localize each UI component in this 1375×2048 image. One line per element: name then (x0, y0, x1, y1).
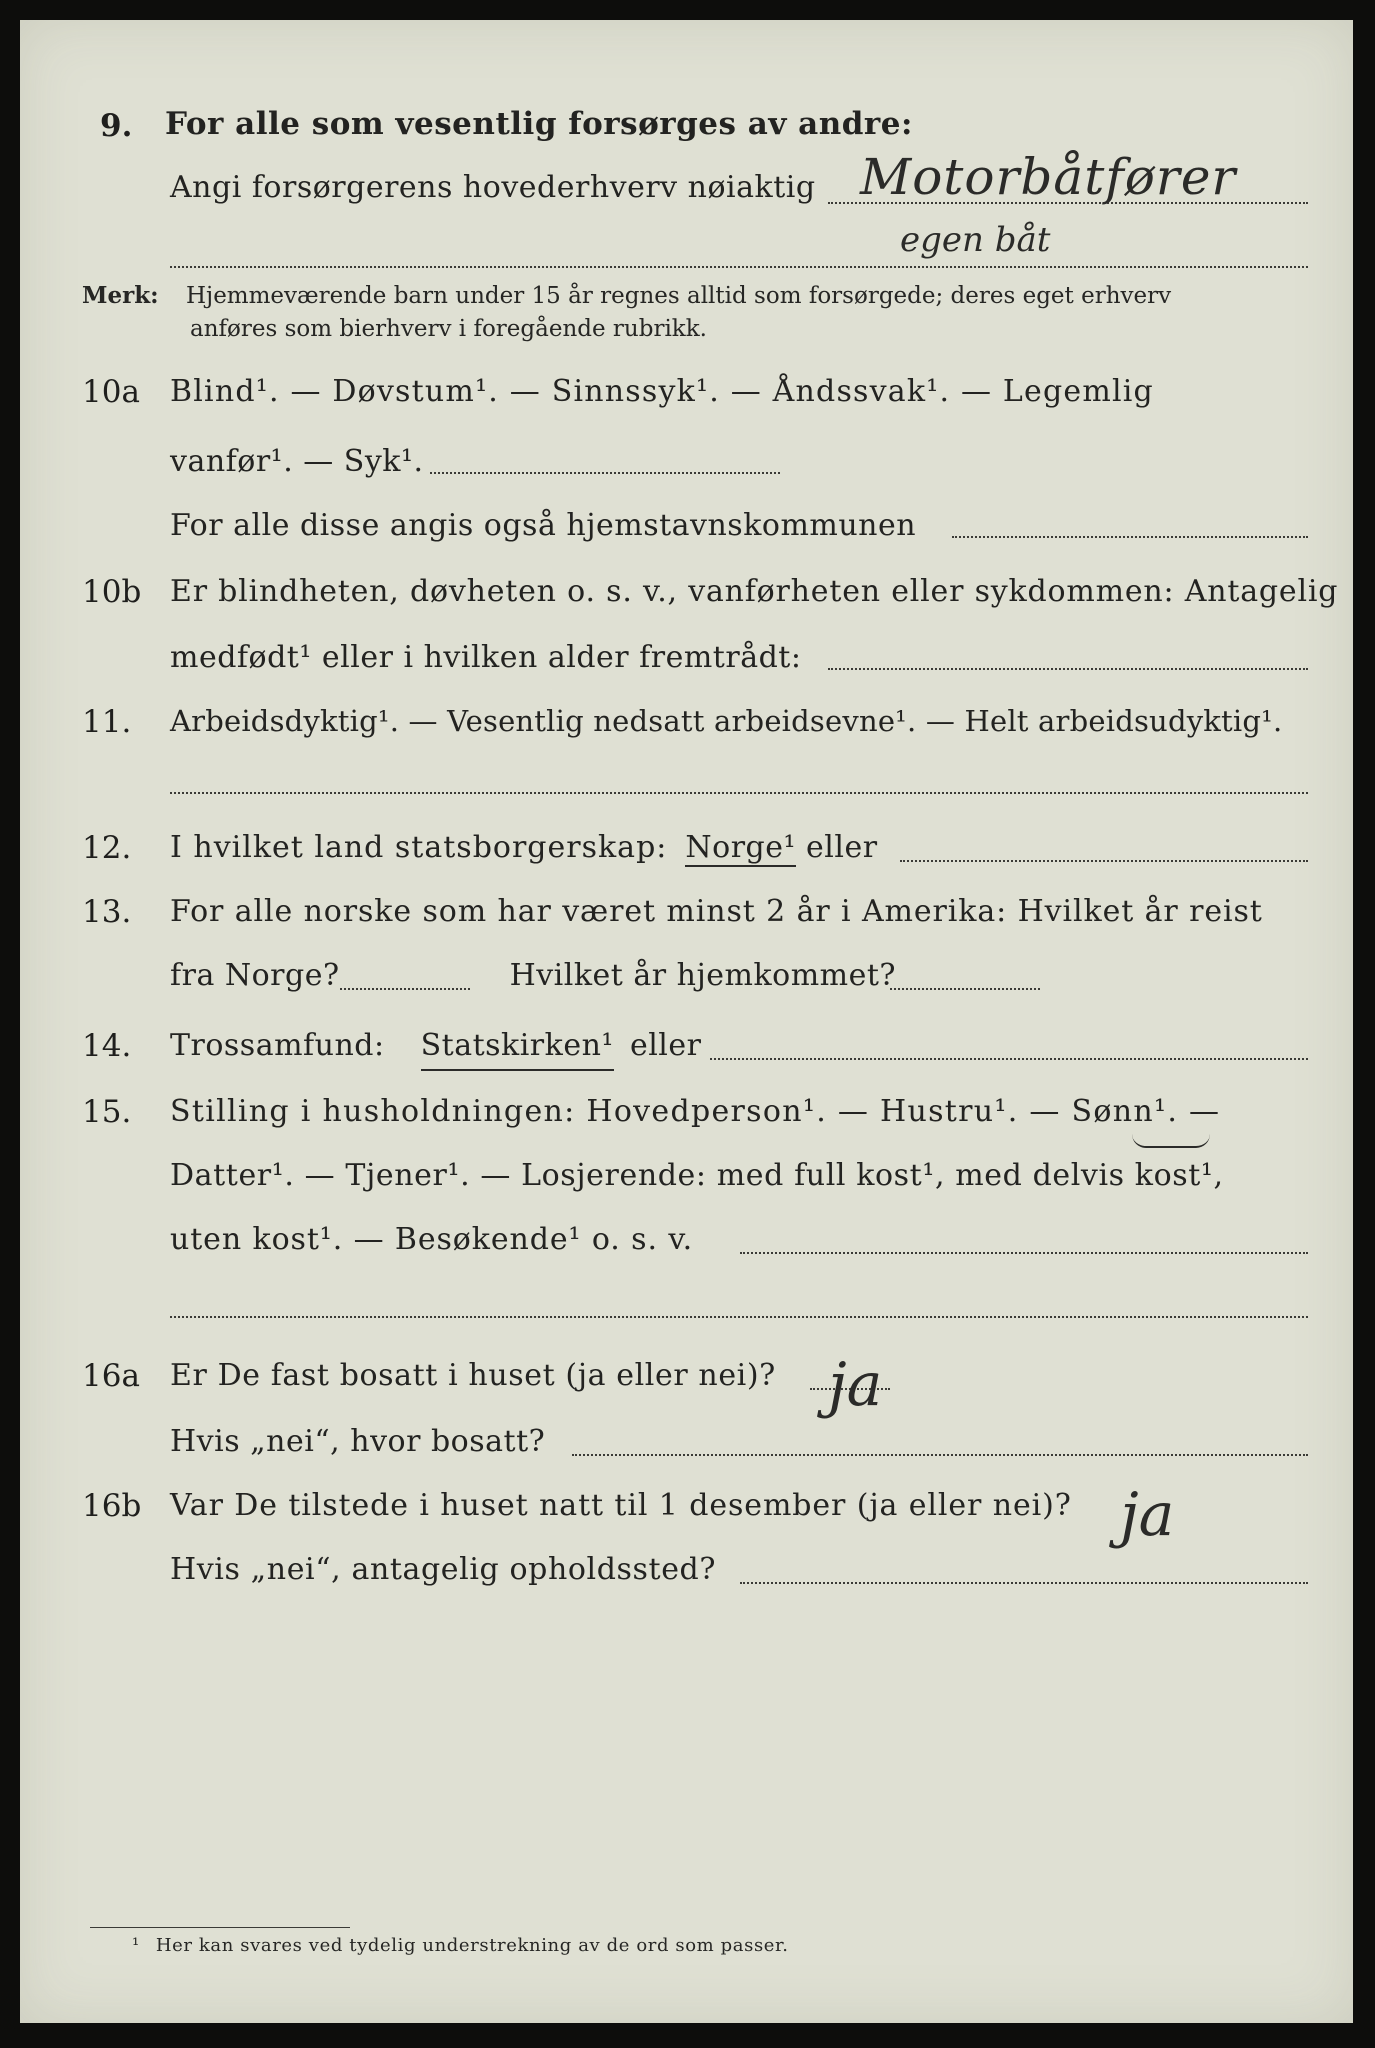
q13-reist-label: fra Norge? (170, 958, 340, 993)
q13-hjemkommet-label: Hvilket år hjemkommet? (509, 958, 897, 993)
q9-handwritten-answer: Motorbåtfører (860, 148, 1237, 206)
q15-line-3: uten kost¹. — Besøkende¹ o. s. v. (170, 1222, 694, 1257)
q10a-line-2: vanfør¹. — Syk¹. (170, 444, 424, 479)
q14-row (170, 1028, 701, 1071)
merk-row-1 (82, 282, 1171, 309)
q9-number: 9. (100, 108, 133, 144)
q11-row-1 (170, 704, 1282, 738)
footnote-row (132, 1935, 789, 1956)
q12-answer-line (900, 860, 1308, 862)
q15-row-2 (170, 1158, 1224, 1193)
q13-row-2 (170, 958, 896, 993)
q10b-number: 10b (82, 574, 142, 610)
q9-prompt: Angi forsørgerens hovederhverv nøiaktig (170, 170, 816, 205)
q16a-row-2 (170, 1424, 545, 1459)
q12-norge-option: Norge¹ (685, 830, 797, 865)
q10a-row-3 (170, 508, 916, 543)
q13-number: 13. (82, 894, 132, 930)
q10a-kommune-line (952, 536, 1308, 538)
footnote-rule (90, 1927, 350, 1928)
merk-line-1: Hjemmeværende barn under 15 år regnes alltid som forsørgede; deres eget erhverv (186, 283, 1172, 309)
q14-number: 14. (82, 1028, 132, 1064)
q12-row (170, 830, 878, 867)
q14-statskirken-option: Statskirken¹ (421, 1028, 614, 1071)
q9-prompt-row (170, 170, 816, 205)
merk-label: Merk: (82, 282, 159, 309)
q14-prompt: Trossamfund: (170, 1028, 385, 1063)
q10b-answer-line (828, 668, 1308, 670)
q9-title: For alle som vesentlig forsørges av andre: (165, 106, 913, 142)
q11-line-1: Arbeidsdyktig¹. — Vesentlig nedsatt arbeidsevne¹. — Helt arbeidsudyktig¹. (170, 704, 1283, 738)
q11-answer-line (170, 792, 1308, 794)
q16b-number: 16b (82, 1488, 142, 1524)
q13-row-1 (170, 894, 1263, 929)
q16b-opholdssted-line (740, 1582, 1308, 1584)
q10a-row-2 (170, 444, 424, 479)
q14-eller: eller (629, 1028, 702, 1063)
q16b-row-2 (170, 1552, 716, 1587)
q16b-handwritten-answer: ja (1120, 1480, 1175, 1550)
q15-answer-line-2 (170, 1316, 1308, 1318)
q16b-line-1: Var De tilstede i huset natt til 1 desember (ja eller nei)? (170, 1488, 1072, 1523)
q12-number: 12. (82, 830, 132, 866)
q15-row-1 (170, 1094, 1220, 1129)
q16a-handwritten-answer: ja (828, 1350, 883, 1420)
q11-number: 11. (82, 704, 132, 740)
footnote-text: Her kan svares ved tydelig understrekning av de ord som passer. (155, 1935, 789, 1956)
q16a-line-1: Er De fast bosatt i huset (ja eller nei)? (170, 1358, 776, 1393)
q12-eller: eller (806, 830, 878, 865)
q16b-row-1 (170, 1488, 1072, 1523)
q15-line-2: Datter¹. — Tjener¹. — Losjerende: med full kost¹, med delvis kost¹, (170, 1158, 1224, 1193)
q10b-row-2 (170, 640, 801, 675)
q14-answer-line (710, 1058, 1308, 1060)
merk-row-2 (190, 316, 707, 342)
q15-line-1: Stilling i husholdningen: Hovedperson¹. — Hustru¹. — Sønn¹. — (170, 1094, 1221, 1129)
q10a-syk-line (430, 472, 780, 474)
census-form-page (20, 20, 1353, 2023)
q10b-line-1: Er blindheten, døvheten o. s. v., vanførheten eller sykdommen: Antagelig (170, 574, 1339, 609)
q9-answer-line-2 (170, 266, 1308, 268)
q10a-number: 10a (82, 374, 140, 410)
q16b-line-2: Hvis „nei“, antagelig opholdssted? (170, 1552, 717, 1587)
q15-answer-line (740, 1252, 1308, 1254)
q12-prompt: I hvilket land statsborgerskap: (170, 830, 668, 865)
q10a-line-1: Blind¹. — Døvstum¹. — Sinnssyk¹. — Åndssvak¹. — Legemlig (170, 374, 1154, 409)
q9-title-row (165, 106, 913, 142)
merk-line-2: anføres som bierhverv i foregående rubrikk. (190, 316, 707, 342)
q15-number: 15. (82, 1094, 132, 1130)
q16a-bosatt-line (572, 1454, 1308, 1456)
q16a-row-1 (170, 1358, 776, 1393)
q10a-line-3: For alle disse angis også hjemstavnskommunen (170, 508, 917, 543)
q10b-row-1 (170, 574, 1338, 609)
q16a-line-2: Hvis „nei“, hvor bosatt? (170, 1424, 546, 1459)
q13-line-1: For alle norske som har været minst 2 år i Amerika: Hvilket år reist (170, 894, 1263, 929)
q13-hjemkommet-line (890, 988, 1040, 990)
q15-sonn-underline (1132, 1134, 1210, 1148)
q16a-number: 16a (82, 1358, 140, 1394)
q9-handwritten-answer-2: egen båt (900, 220, 1051, 260)
q13-reist-line (340, 988, 470, 990)
q15-row-3 (170, 1222, 693, 1257)
footnote-mark: ¹ (132, 1935, 140, 1956)
q10a-row-1 (170, 374, 1154, 409)
q10b-line-2: medfødt¹ eller i hvilken alder fremtrådt: (170, 640, 802, 675)
